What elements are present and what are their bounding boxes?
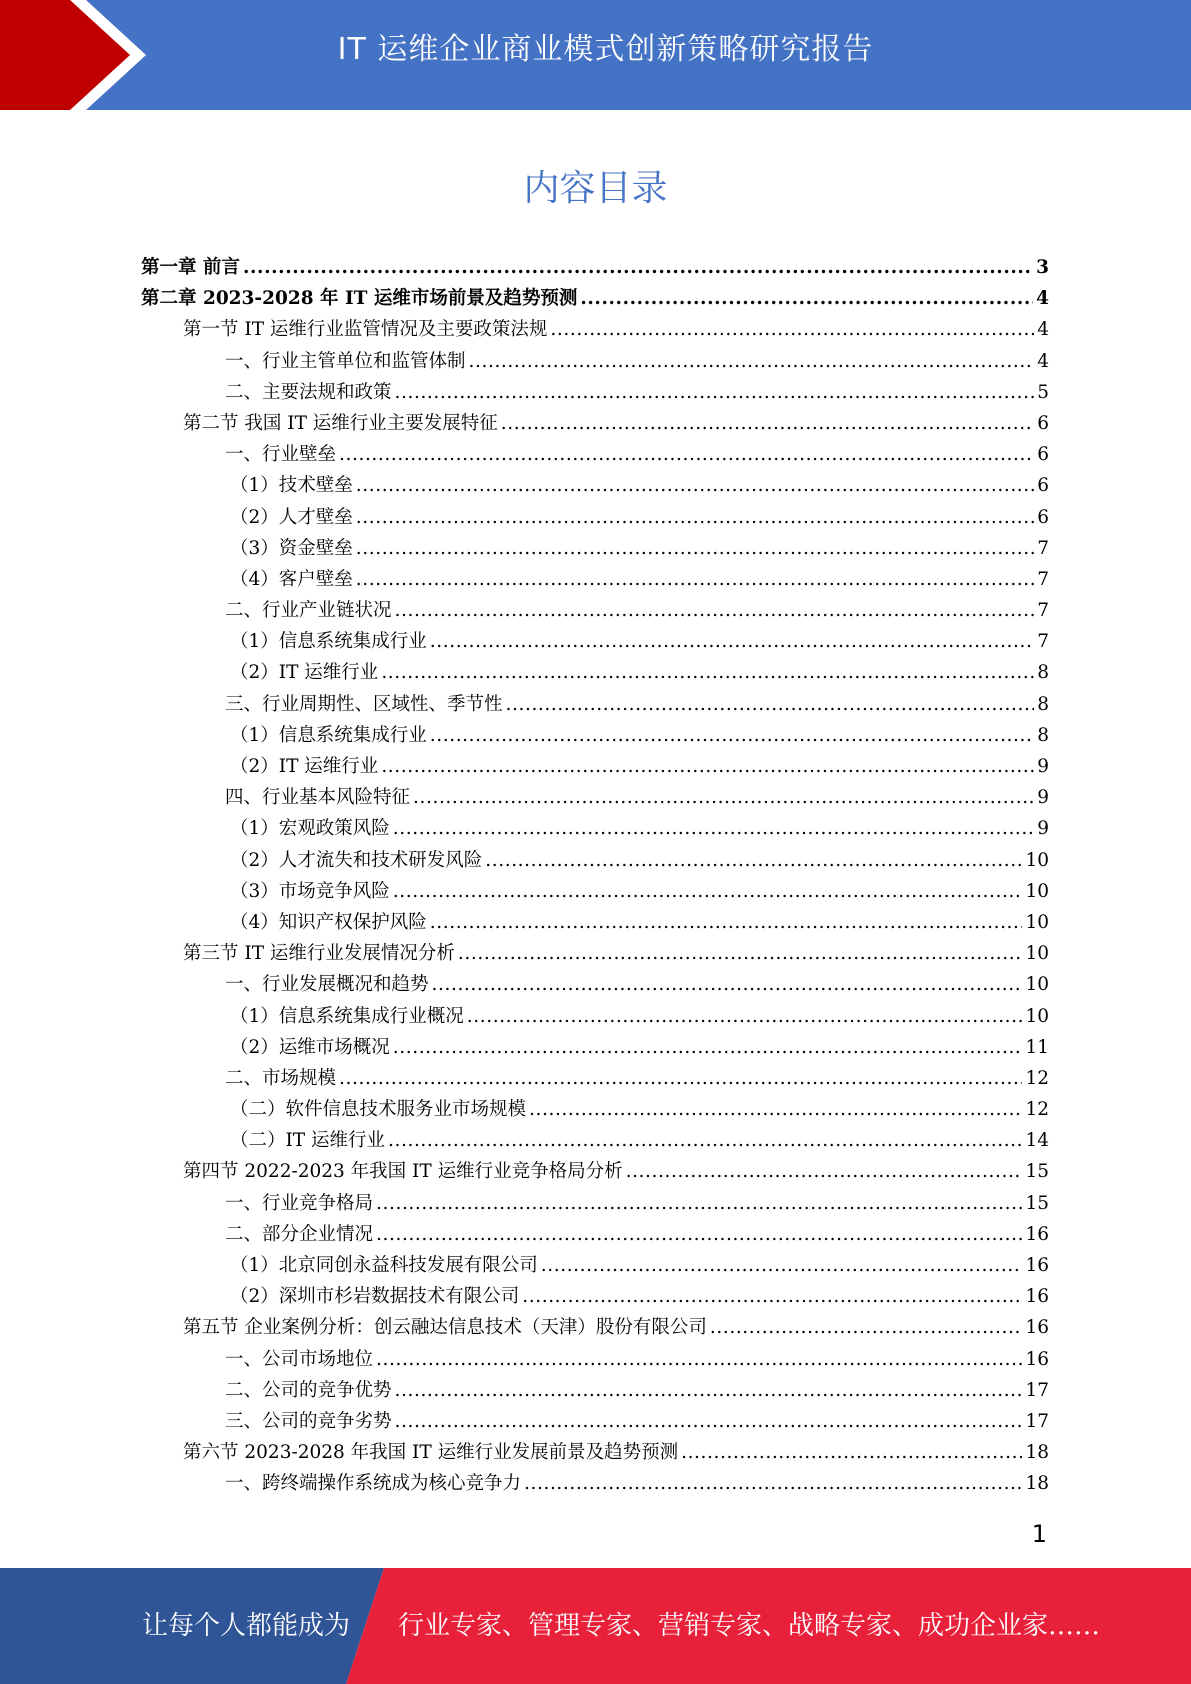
toc-leader-dots bbox=[243, 257, 1033, 278]
toc-leader-dots bbox=[393, 1037, 1023, 1058]
toc-entry-page: 16 bbox=[1025, 1348, 1049, 1370]
toc-leader-dots bbox=[393, 818, 1034, 839]
toc-entry-title: （2）人才流失和技术研发风险 bbox=[230, 849, 483, 871]
toc-entry-page: 4 bbox=[1037, 350, 1049, 372]
toc-entry-page: 16 bbox=[1025, 1223, 1049, 1245]
toc-leader-dots bbox=[430, 631, 1034, 652]
toc-leader-dots bbox=[395, 1411, 1023, 1432]
toc-entry-title: （1）信息系统集成行业概况 bbox=[230, 1005, 464, 1027]
toc-entry-title: 二、市场规模 bbox=[225, 1067, 337, 1089]
toc-entry[interactable] bbox=[141, 596, 1049, 627]
toc-entry-page: 17 bbox=[1025, 1410, 1049, 1432]
toc-entry[interactable] bbox=[141, 1313, 1049, 1344]
toc-entry[interactable] bbox=[141, 347, 1049, 378]
toc-entry-page: 7 bbox=[1037, 568, 1049, 590]
toc-leader-dots bbox=[356, 569, 1034, 590]
toc-entry-title: （1）信息系统集成行业 bbox=[230, 631, 427, 653]
toc-entry-page: 14 bbox=[1025, 1130, 1049, 1152]
toc-entry-page: 6 bbox=[1037, 444, 1049, 466]
toc-entry[interactable] bbox=[141, 1157, 1049, 1188]
toc-entry-title: （2）IT 运维行业 bbox=[230, 662, 379, 684]
toc-entry-title: 三、公司的竞争劣势 bbox=[225, 1410, 392, 1432]
toc-entry-title: （2）人才壁垒 bbox=[230, 506, 353, 528]
toc-entry[interactable] bbox=[141, 1095, 1049, 1126]
toc-entry[interactable] bbox=[141, 783, 1049, 814]
toc-entry-title: 一、行业主管单位和监管体制 bbox=[225, 350, 466, 372]
toc-entry-title: （2）深圳市杉岩数据技术有限公司 bbox=[230, 1286, 520, 1308]
toc-entry[interactable] bbox=[141, 409, 1049, 440]
toc-leader-dots bbox=[376, 1349, 1022, 1370]
toc-leader-dots bbox=[381, 756, 1034, 777]
toc-leader-dots bbox=[395, 382, 1035, 403]
toc-entry-page: 16 bbox=[1025, 1317, 1049, 1339]
toc-leader-dots bbox=[376, 1224, 1022, 1245]
toc-entry-title: 一、行业发展概况和趋势 bbox=[225, 974, 429, 996]
page-footer bbox=[0, 1568, 1191, 1684]
toc-entry-title: 二、公司的竞争优势 bbox=[225, 1379, 392, 1401]
toc-entry-page: 11 bbox=[1025, 1036, 1049, 1058]
toc-entry[interactable] bbox=[141, 1438, 1049, 1469]
toc-entry-title: （1）北京同创永益科技发展有限公司 bbox=[230, 1255, 538, 1276]
toc-entry[interactable] bbox=[141, 658, 1049, 689]
footer-slogan-left: 让每个人都能成为 bbox=[142, 1611, 351, 1641]
toc-leader-dots bbox=[506, 694, 1035, 715]
toc-entry-page: 6 bbox=[1037, 475, 1049, 497]
toc-entry-title: （4）知识产权保护风险 bbox=[230, 911, 427, 933]
toc-leader-dots bbox=[393, 881, 1023, 902]
toc-leader-dots bbox=[485, 850, 1022, 871]
toc-leader-dots bbox=[413, 787, 1034, 808]
toc-entry-title: 第五节 企业案例分析：创云融达信息技术（天津）股份有限公司 bbox=[183, 1317, 707, 1339]
toc-entry-title: 第六节 2023-2028 年我国 IT 运维行业发展前景及趋势预测 bbox=[183, 1442, 679, 1464]
footer-slogan-right: 行业专家、管理专家、营销专家、战略专家、成功企业家…… bbox=[398, 1611, 1101, 1641]
toc-entry[interactable] bbox=[141, 1407, 1049, 1438]
page-header bbox=[0, 0, 1191, 110]
toc-entry-page: 7 bbox=[1037, 537, 1049, 559]
toc-leader-dots bbox=[467, 1006, 1023, 1027]
toc-entry-page: 10 bbox=[1025, 880, 1049, 902]
toc-entry-page: 15 bbox=[1025, 1192, 1049, 1214]
toc-entry[interactable] bbox=[141, 721, 1049, 752]
toc-leader-dots bbox=[432, 974, 1023, 995]
toc-entry-page: 10 bbox=[1025, 974, 1049, 996]
toc-entry-title: （3）资金壁垒 bbox=[230, 537, 353, 559]
toc-leader-dots bbox=[458, 943, 1023, 964]
toc-entry-title: 二、部分企业情况 bbox=[225, 1223, 374, 1245]
toc-entry-page: 4 bbox=[1036, 288, 1049, 310]
toc-entry[interactable] bbox=[141, 253, 1049, 284]
toc-leader-dots bbox=[710, 1317, 1023, 1338]
toc-entry-title: 三、行业周期性、区域性、季节性 bbox=[225, 693, 503, 715]
table-of-contents bbox=[141, 253, 1049, 1501]
toc-entry[interactable] bbox=[141, 1126, 1049, 1157]
toc-leader-dots bbox=[626, 1161, 1023, 1182]
toc-entry-page: 5 bbox=[1037, 381, 1049, 403]
toc-entry-page: 12 bbox=[1025, 1099, 1049, 1121]
toc-entry-title: （3）市场竞争风险 bbox=[230, 880, 390, 902]
toc-entry-title: 二、行业产业链状况 bbox=[225, 600, 392, 622]
toc-leader-dots bbox=[469, 351, 1035, 372]
toc-entry-page: 10 bbox=[1025, 1005, 1049, 1027]
toc-entry[interactable] bbox=[141, 284, 1049, 315]
toc-entry-title: 二、主要法规和政策 bbox=[225, 381, 392, 403]
toc-entry-page: 9 bbox=[1037, 756, 1049, 777]
toc-entry-page: 9 bbox=[1037, 818, 1049, 840]
toc-entry-page: 8 bbox=[1037, 724, 1049, 746]
toc-entry[interactable] bbox=[141, 939, 1049, 970]
toc-entry[interactable] bbox=[141, 565, 1049, 596]
toc-leader-dots bbox=[388, 1130, 1022, 1151]
toc-leader-dots bbox=[550, 319, 1034, 340]
toc-entry-title: 一、公司市场地位 bbox=[225, 1348, 374, 1370]
toc-entry-page: 7 bbox=[1037, 600, 1049, 622]
toc-leader-dots bbox=[356, 538, 1034, 559]
toc-entry-page: 10 bbox=[1025, 911, 1049, 933]
toc-leader-dots bbox=[376, 1193, 1022, 1214]
toc-entry-page: 12 bbox=[1025, 1067, 1049, 1089]
toc-leader-dots bbox=[356, 475, 1034, 496]
toc-entry-title: （1）宏观政策风险 bbox=[230, 818, 390, 840]
toc-entry-title: 一、跨终端操作系统成为核心竞争力 bbox=[225, 1473, 522, 1495]
toc-entry-title: 第一节 IT 运维行业监管情况及主要政策法规 bbox=[183, 319, 548, 341]
toc-entry[interactable] bbox=[141, 846, 1049, 877]
toc-entry[interactable] bbox=[141, 1220, 1049, 1251]
toc-entry[interactable] bbox=[141, 1345, 1049, 1376]
toc-leader-dots bbox=[681, 1442, 1022, 1463]
toc-entry[interactable] bbox=[141, 503, 1049, 534]
toc-leader-dots bbox=[580, 288, 1033, 309]
toc-entry-page: 16 bbox=[1025, 1255, 1049, 1276]
toc-entry-page: 7 bbox=[1037, 631, 1049, 653]
toc-entry-title: 第二章 2023-2028 年 IT 运维市场前景及趋势预测 bbox=[141, 288, 578, 310]
toc-entry[interactable] bbox=[141, 1469, 1049, 1500]
toc-entry-page: 18 bbox=[1025, 1442, 1049, 1464]
toc-leader-dots bbox=[430, 725, 1034, 746]
toc-entry[interactable] bbox=[141, 1002, 1049, 1033]
toc-entry[interactable] bbox=[141, 534, 1049, 565]
toc-entry-title: 第三节 IT 运维行业发展情况分析 bbox=[183, 943, 455, 965]
toc-entry-page: 18 bbox=[1025, 1473, 1049, 1495]
toc-entry-page: 10 bbox=[1025, 943, 1049, 965]
toc-entry-title: 第二节 我国 IT 运维行业主要发展特征 bbox=[183, 412, 498, 434]
toc-entry-page: 6 bbox=[1037, 506, 1049, 528]
toc-entry-page: 3 bbox=[1036, 257, 1049, 278]
toc-entry[interactable] bbox=[141, 690, 1049, 721]
toc-entry-page: 16 bbox=[1025, 1286, 1049, 1308]
toc-entry-page: 10 bbox=[1025, 849, 1049, 871]
toc-entry[interactable] bbox=[141, 627, 1049, 658]
toc-leader-dots bbox=[522, 1286, 1022, 1307]
toc-entry[interactable] bbox=[141, 378, 1049, 409]
toc-leader-dots bbox=[541, 1255, 1023, 1276]
toc-entry-title: （1）技术壁垒 bbox=[230, 475, 353, 497]
toc-entry-page: 4 bbox=[1037, 319, 1049, 341]
toc-entry[interactable] bbox=[141, 970, 1049, 1001]
toc-entry[interactable] bbox=[141, 1251, 1049, 1282]
toc-leader-dots bbox=[430, 912, 1023, 933]
toc-entry-title: 四、行业基本风险特征 bbox=[225, 787, 411, 809]
toc-heading: 内容目录 bbox=[523, 168, 668, 209]
toc-leader-dots bbox=[381, 662, 1034, 683]
toc-entry[interactable] bbox=[141, 1282, 1049, 1313]
toc-entry-title: 第四节 2022-2023 年我国 IT 运维行业竞争格局分析 bbox=[183, 1161, 623, 1183]
toc-leader-dots bbox=[339, 444, 1034, 465]
toc-entry[interactable] bbox=[141, 752, 1049, 783]
toc-entry-title: （二）软件信息技术服务业市场规模 bbox=[230, 1099, 527, 1121]
toc-leader-dots bbox=[339, 1068, 1022, 1089]
toc-entry[interactable] bbox=[141, 814, 1049, 845]
toc-leader-dots bbox=[524, 1473, 1022, 1494]
toc-leader-dots bbox=[356, 507, 1034, 528]
toc-entry-title: （2）IT 运维行业 bbox=[230, 756, 379, 777]
toc-leader-dots bbox=[395, 600, 1035, 621]
toc-leader-dots bbox=[529, 1099, 1022, 1120]
toc-entry-title: （二）IT 运维行业 bbox=[230, 1130, 386, 1152]
toc-entry-page: 17 bbox=[1025, 1379, 1049, 1401]
toc-entry-page: 9 bbox=[1037, 787, 1049, 809]
toc-entry[interactable] bbox=[141, 1033, 1049, 1064]
toc-entry-page: 6 bbox=[1037, 412, 1049, 434]
toc-entry[interactable] bbox=[141, 1064, 1049, 1095]
toc-entry-title: 一、行业壁垒 bbox=[225, 444, 337, 466]
toc-entry-page: 8 bbox=[1037, 662, 1049, 684]
toc-leader-dots bbox=[395, 1380, 1023, 1401]
toc-entry[interactable] bbox=[141, 1189, 1049, 1220]
toc-entry[interactable] bbox=[141, 471, 1049, 502]
toc-leader-dots bbox=[501, 413, 1034, 434]
toc-entry[interactable] bbox=[141, 315, 1049, 346]
toc-entry-title: 第一章 前言 bbox=[141, 257, 240, 278]
toc-entry[interactable] bbox=[141, 440, 1049, 471]
toc-entry-page: 15 bbox=[1025, 1161, 1049, 1183]
toc-entry[interactable] bbox=[141, 1376, 1049, 1407]
toc-entry-page: 8 bbox=[1037, 693, 1049, 715]
toc-entry-title: 一、行业竞争格局 bbox=[225, 1192, 374, 1214]
toc-entry-title: （4）客户壁垒 bbox=[230, 568, 353, 590]
toc-entry-title: （1）信息系统集成行业 bbox=[230, 724, 427, 746]
page-number: 1 bbox=[1031, 1520, 1047, 1548]
toc-entry[interactable] bbox=[141, 908, 1049, 939]
toc-entry-title: （2）运维市场概况 bbox=[230, 1036, 390, 1058]
report-title: IT 运维企业商业模式创新策略研究报告 bbox=[337, 32, 874, 67]
toc-entry[interactable] bbox=[141, 877, 1049, 908]
